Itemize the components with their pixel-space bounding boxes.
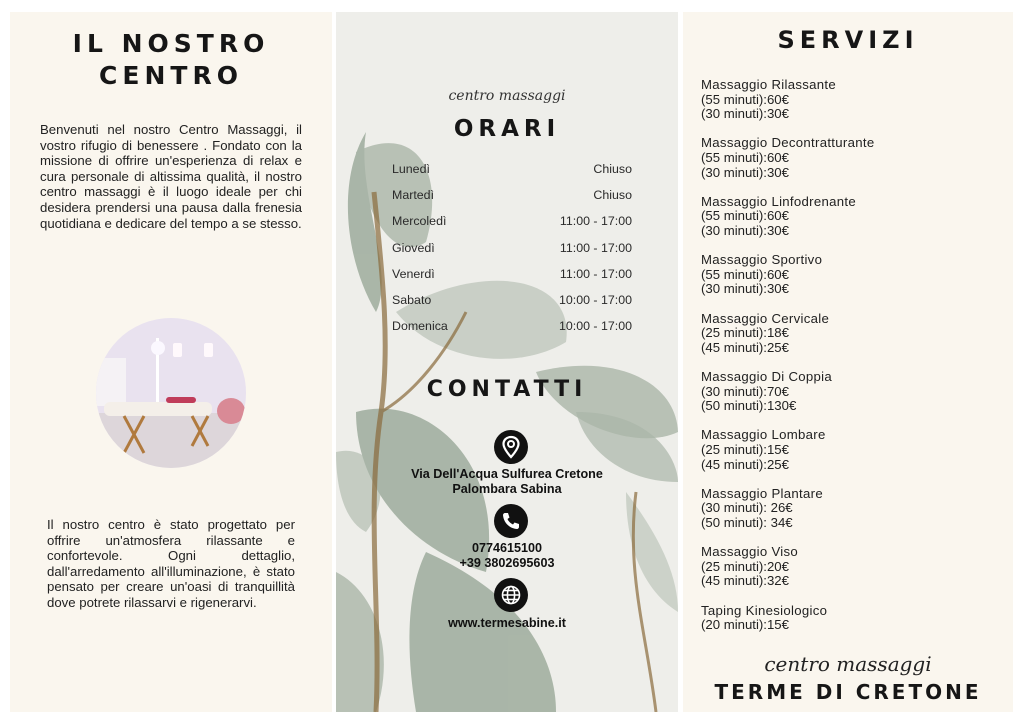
globe-icon <box>494 578 528 612</box>
service-price: (30 minuti):30€ <box>701 106 789 122</box>
title-line-1: IL NOSTRO <box>72 29 270 58</box>
address-line-1: Via Dell'Acqua Sulfurea Cretone <box>411 467 603 481</box>
service-price: (50 minuti):130€ <box>701 398 797 414</box>
services-list <box>701 78 1001 662</box>
service-price: (45 minuti):25€ <box>701 456 789 472</box>
middle-script-title: centro massaggi <box>448 88 566 104</box>
service-price: (30 minuti):30€ <box>701 222 789 238</box>
service-item <box>701 136 1001 194</box>
service-item <box>701 545 1001 603</box>
service-item <box>701 195 1001 253</box>
hours-day: Mercoledì <box>392 214 447 229</box>
website-link[interactable]: www.termesabine.it <box>448 616 566 630</box>
contacts-title: CONTATTI <box>426 377 588 402</box>
hours-row <box>392 214 632 240</box>
service-price: (30 minuti):30€ <box>701 164 789 180</box>
service-name: Massaggio Rilassante <box>701 77 837 92</box>
service-item <box>701 78 1001 136</box>
hours-row <box>392 293 632 319</box>
service-name: Massaggio Sportivo <box>701 252 823 268</box>
service-name: Massaggio Lombare <box>701 427 826 443</box>
service-price: (45 minuti):25€ <box>701 339 789 355</box>
hours-row <box>392 267 632 293</box>
phone-icon <box>494 504 528 538</box>
service-name: Massaggio Plantare <box>701 485 823 501</box>
hours-time: 11:00 - 17:00 <box>559 214 632 229</box>
hours-time: 11:00 - 17:00 <box>559 266 632 281</box>
service-price: (25 minuti):20€ <box>701 558 789 574</box>
center-name: TERME DI CRETONE <box>714 680 982 704</box>
hours-day: Sabato <box>392 292 432 307</box>
address-line-2: Palombara Sabina <box>452 482 562 496</box>
service-item <box>701 487 1001 545</box>
hours-table <box>392 162 632 345</box>
phone-number-2: +39 3802695603 <box>459 556 555 570</box>
service-item <box>701 312 1001 370</box>
service-price: (30 minuti):30€ <box>701 281 789 297</box>
phone-block <box>336 541 678 571</box>
service-price: (30 minuti):70€ <box>701 383 789 399</box>
services-title: SERVIZI <box>777 26 919 54</box>
middle-panel <box>336 12 678 712</box>
intro-paragraph: Benvenuti nel nostro Centro Massaggi, il vostro rifugio di benessere . Fondato con la missione di offrire un'esperienza di relax e cura personale di altissima qualità, il nostro centro massaggi è il luogo ideale per chi desidera prendersi una pausa dalla frenesia quotidiana e dedicare del tempo a se stesso. <box>40 122 302 231</box>
hours-row <box>392 241 632 267</box>
service-name: Massaggio Linfodrenante <box>701 193 856 209</box>
service-price: (55 minuti):60€ <box>701 266 789 282</box>
service-item <box>701 428 1001 486</box>
hours-day: Domenica <box>392 319 448 334</box>
service-item <box>701 253 1001 311</box>
phone-number-1: 0774615100 <box>471 541 543 555</box>
hours-day: Venerdì <box>392 266 435 281</box>
service-price: (30 minuti): 26€ <box>701 500 793 516</box>
service-price: (25 minuti):15€ <box>701 441 789 457</box>
massage-room-photo <box>96 318 246 468</box>
hours-row <box>392 319 632 345</box>
hours-title: ORARI <box>453 116 561 142</box>
hours-time: 11:00 - 17:00 <box>559 240 632 255</box>
hours-row <box>392 188 632 214</box>
service-price: (20 minuti):15€ <box>701 617 789 633</box>
hours-time: Chiuso <box>593 162 632 176</box>
title-line-2: CENTRO <box>99 61 243 90</box>
service-name: Massaggio Viso <box>701 544 799 560</box>
hours-row <box>392 162 632 188</box>
service-price: (55 minuti):60€ <box>701 91 789 107</box>
service-price: (55 minuti):60€ <box>701 149 789 165</box>
right-script-title: centro massaggi <box>764 652 932 676</box>
right-panel <box>683 12 1013 712</box>
service-name: Massaggio Decontratturante <box>701 135 875 151</box>
hours-time: Chiuso <box>593 188 632 203</box>
hours-time: 10:00 - 17:00 <box>558 292 632 307</box>
service-name: Taping Kinesiologico <box>701 602 828 618</box>
service-price: (50 minuti): 34€ <box>701 514 793 530</box>
service-price: (55 minuti):60€ <box>701 208 789 224</box>
service-name: Massaggio Di Coppia <box>701 368 833 384</box>
hours-day: Giovedì <box>392 240 435 255</box>
location-pin-icon <box>494 430 528 464</box>
hours-day: Martedì <box>392 188 435 203</box>
left-panel-title <box>10 28 332 92</box>
about-paragraph: Il nostro centro è stato progettato per offrire un'atmosfera rilassante e confortevole. Ogni dettaglio, dall'arredamento all'illuminazione, è stato pensato per creare un'oasi di tranquillità dove potrete rilassarvi e rigenerarvi. <box>47 517 295 610</box>
service-price: (25 minuti):18€ <box>701 325 789 341</box>
service-price: (45 minuti):32€ <box>701 573 789 589</box>
hours-day: Lunedì <box>392 162 430 176</box>
service-name: Massaggio Cervicale <box>701 310 830 326</box>
left-panel <box>10 12 332 712</box>
address-block <box>336 467 678 497</box>
service-item <box>701 370 1001 428</box>
hours-time: 10:00 - 17:00 <box>558 319 632 334</box>
